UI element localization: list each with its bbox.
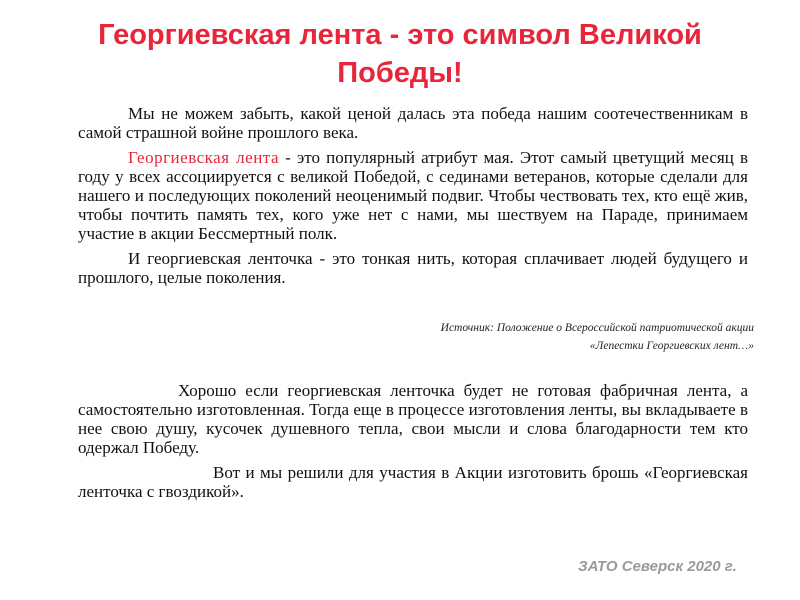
- slide-title: Георгиевская лента - это символ Великой Победы!: [98, 19, 702, 89]
- paragraph-thread: И георгиевская ленточка - это тонкая нить, которая сплачивает людей будущего и прошлого, целые поколения.: [78, 249, 748, 287]
- body-text-block: [78, 104, 748, 287]
- source-citation: [334, 319, 754, 355]
- source-line-1: Источник: Положение о Всероссийской патриотической акции: [440, 322, 754, 334]
- ribbon-highlight: Георгиевская лента: [128, 148, 279, 167]
- footer-location-year: ЗАТО Северск 2020 г.: [578, 558, 737, 575]
- body-text-block-2: [78, 381, 748, 501]
- paragraph-ribbon: [78, 148, 748, 243]
- paragraph-brooch: Вот и мы решили для участия в Акции изготовить брошь «Георгиевская ленточка с гвоздикой».: [78, 463, 748, 501]
- source-line-2: «Лепестки Георгиевских лент…»: [589, 340, 754, 352]
- paragraph-intro: Мы не можем забыть, какой ценой далась эта победа нашим соотечественникам в самой страшной войне прошлого века.: [78, 104, 748, 142]
- paragraph-handmade: Хорошо если георгиевская ленточка будет не готовая фабричная лента, а самостоятельно изготовленная. Тогда еще в процессе изготовления ленты, вы вкладываете в нее свою душу, кусочек душевного тепла, свои мысли и слова благодарности тем кто одержал Победу.: [78, 381, 748, 457]
- paragraph-ribbon-text: - это популярный атрибут мая. Этот самый цветущий месяц в году у всех ассоциируется с великой Победой, с сединами ветеранов, которые сделали для нашего и последующих поколений неоценимый подвиг. Чтобы чествовать тех, кто ещё жив, чтобы почтить память тех, кого уже нет с нами, мы шествуем на Параде, принимаем участие в акции Бессмертный полк.: [78, 148, 749, 243]
